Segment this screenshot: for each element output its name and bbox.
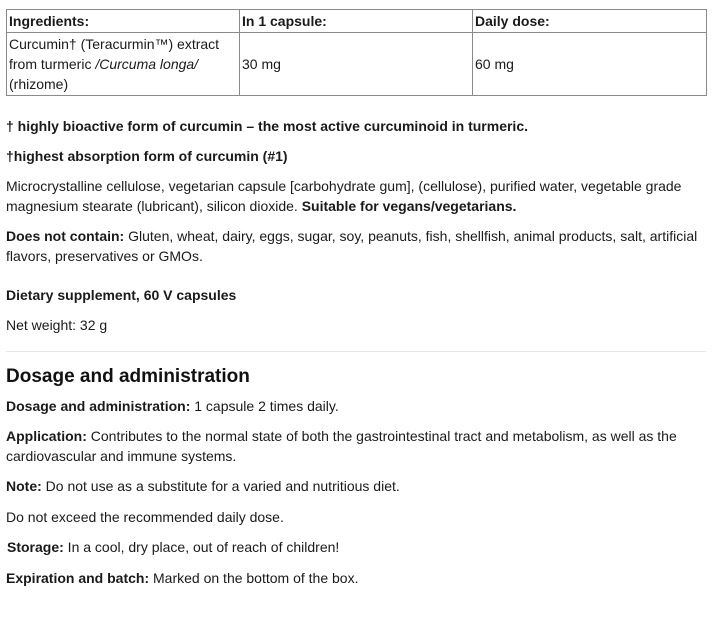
section-title-dosage: Dosage and administration <box>6 366 250 387</box>
footnote-bioactive: † highly bioactive form of curcumin – the most active curcuminoid in turmeric. <box>6 118 528 134</box>
daily-dose-cell: 60 mg <box>473 33 707 96</box>
note-text: Do not use as a substitute for a varied and nutritious diet. <box>41 478 400 494</box>
footnote-absorption: †highest absorption form of curcumin (#1) <box>6 148 288 164</box>
note-label: Note: <box>6 478 42 494</box>
note-line <box>6 476 706 496</box>
application-label: Application: <box>6 428 87 444</box>
section-divider <box>6 351 706 352</box>
per-capsule-cell: 30 mg <box>240 33 473 96</box>
ingredient-latin-name: /Curcuma longa/ <box>95 56 199 72</box>
application-text: Contributes to the normal state of both the gastrointestinal tract and metabolism, as well as the cardiovascular and immune systems. <box>6 428 677 464</box>
expiration-label: Expiration and batch: <box>6 570 150 586</box>
net-weight: Net weight: 32 g <box>6 317 108 333</box>
ingredient-line2: from turmeric <box>9 56 96 72</box>
ingredients-table <box>6 9 707 96</box>
dosage-label: Dosage and administration: <box>6 398 191 414</box>
does-not-contain-text: Gluten, wheat, dairy, eggs, sugar, soy, peanuts, fish, shellfish, animal products, salt, artificial flavors, preservatives or GMOs. <box>6 228 698 264</box>
header-daily-dose: Daily dose: <box>473 10 707 33</box>
does-not-contain-label: Does not contain: <box>6 228 125 244</box>
vegan-label: Suitable for vegans/vegetarians. <box>301 198 517 214</box>
dosage-text: 1 capsule 2 times daily. <box>190 398 339 414</box>
product-info-page <box>6 9 706 588</box>
other-ingredients <box>6 176 706 216</box>
table-row <box>7 33 707 96</box>
ingredient-cell <box>7 33 240 96</box>
dietary-supplement: Dietary supplement, 60 V capsules <box>6 287 237 303</box>
storage-text: In a cool, dry place, out of reach of children! <box>63 539 340 555</box>
ingredient-line3: (rhizome) <box>9 76 69 92</box>
do-not-exceed: Do not exceed the recommended daily dose. <box>6 509 284 525</box>
does-not-contain <box>6 226 706 266</box>
header-in-1-capsule: In 1 capsule: <box>240 10 473 33</box>
ingredient-line1: Curcumin† (Teracurmin™) extract <box>9 36 220 52</box>
dosage-line <box>6 396 706 416</box>
expiration-line <box>6 568 706 588</box>
expiration-text: Marked on the bottom of the box. <box>149 570 359 586</box>
other-ingredients-text: Microcrystalline cellulose, vegetarian capsule [carbohydrate gum], (cellulose), purified water, vegetable grade magnesium stearate (lubricant), silicon dioxide. <box>6 178 682 214</box>
storage-label: Storage: <box>7 539 64 555</box>
table-header-row <box>7 10 707 33</box>
application-line <box>6 426 706 466</box>
storage-line <box>6 537 706 557</box>
header-ingredients: Ingredients: <box>7 10 240 33</box>
